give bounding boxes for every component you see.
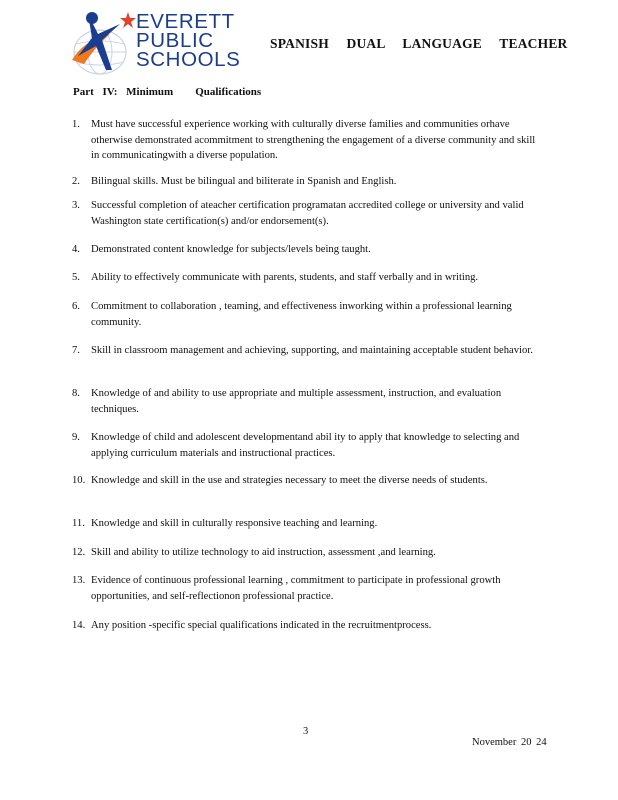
item-text: Commitment to collaboration , teaming, and effectiveness inworking within a professional learning community. <box>91 301 512 328</box>
item-text: Evidence of continuous professional learning , commitment to participate in professional growth opportunities, and self-reflectionon professional practice. <box>91 575 501 602</box>
list-item <box>72 242 542 258</box>
item-number: 6. <box>72 301 80 312</box>
item-text: Knowledge of child and adolescent developmentand abil ity to apply that knowledge to selecting and applying curriculum materials and instructional practices. <box>91 432 520 459</box>
item-text: Skill in classroom management and achieving, supporting, and maintaining acceptable student behavior. <box>91 345 533 356</box>
logo-line-1: EVERETT <box>136 10 235 33</box>
item-number: 11. <box>72 518 85 529</box>
logo-mark-icon <box>70 10 136 78</box>
item-text: Knowledge of and ability to use appropriate and multiple assessment, instruction, and evaluation techniques. <box>91 388 502 415</box>
document-title: SPANISH DUAL LANGUAGE TEACHER <box>270 36 568 51</box>
item-text: Knowledge and skill in the use and strategies necessary to meet the diverse needs of students. <box>91 475 488 486</box>
logo-line-2: PUBLIC <box>136 29 214 52</box>
item-number: 5. <box>72 272 80 283</box>
item-number: 1. <box>72 119 80 130</box>
item-number: 8. <box>72 388 80 399</box>
item-text: Demonstrated content knowledge for subjects/levels being taught. <box>91 244 371 255</box>
item-number: 10. <box>72 475 86 486</box>
list-item <box>72 573 542 604</box>
list-item <box>72 343 542 359</box>
part-title: Qualifications <box>195 86 262 98</box>
page-number: 3 <box>303 726 309 737</box>
item-text: Skill and ability to utilize technology to aid instruction, assessment ,and learning. <box>91 547 436 558</box>
item-number: 9. <box>72 432 80 443</box>
item-number: 13. <box>72 575 86 586</box>
list-item <box>72 299 542 330</box>
item-text: Any position -specific special qualifications indicated in the recruitmentprocess. <box>91 620 432 631</box>
item-number: 4. <box>72 244 80 255</box>
footer-date: November 20 24 <box>472 737 547 748</box>
item-text: Bilingual skills. Must be bilingual and biliterate in Spanish and English. <box>91 176 397 187</box>
list-item <box>72 430 542 461</box>
list-item <box>72 618 542 634</box>
item-text: Ability to effectively communicate with parents, students, and staff verbally and in writing. <box>91 272 479 283</box>
item-number: 14. <box>72 620 86 631</box>
part-heading <box>73 86 261 98</box>
item-number: 2. <box>72 176 80 187</box>
list-item <box>72 545 542 561</box>
list-item <box>72 270 542 286</box>
item-number: 12. <box>72 547 86 558</box>
list-item <box>72 386 542 417</box>
everett-public-schools-logo <box>70 10 240 82</box>
logo-wordmark <box>136 12 240 69</box>
list-item <box>72 473 542 489</box>
part-label: Part IV: Minimum <box>73 86 174 98</box>
list-item <box>72 516 542 532</box>
list-item <box>72 174 542 190</box>
item-text: Knowledge and skill in culturally responsive teaching and learning. <box>91 518 378 529</box>
list-item <box>72 198 542 229</box>
list-item <box>72 117 542 164</box>
item-text: Must have successful experience working with culturally diverse families and communities orhave otherwise demonstrated acommitment to strengthening the engagement of a diverse community and skill in communicatingwith a diverse population. <box>91 119 536 161</box>
item-number: 7. <box>72 345 80 356</box>
item-text: Successful completion of ateacher certification programatan accredited college or university and valid Washington state certification(s) and/or endorsement(s). <box>91 200 524 227</box>
item-number: 3. <box>72 200 80 211</box>
logo-line-3: SCHOOLS <box>136 48 241 71</box>
